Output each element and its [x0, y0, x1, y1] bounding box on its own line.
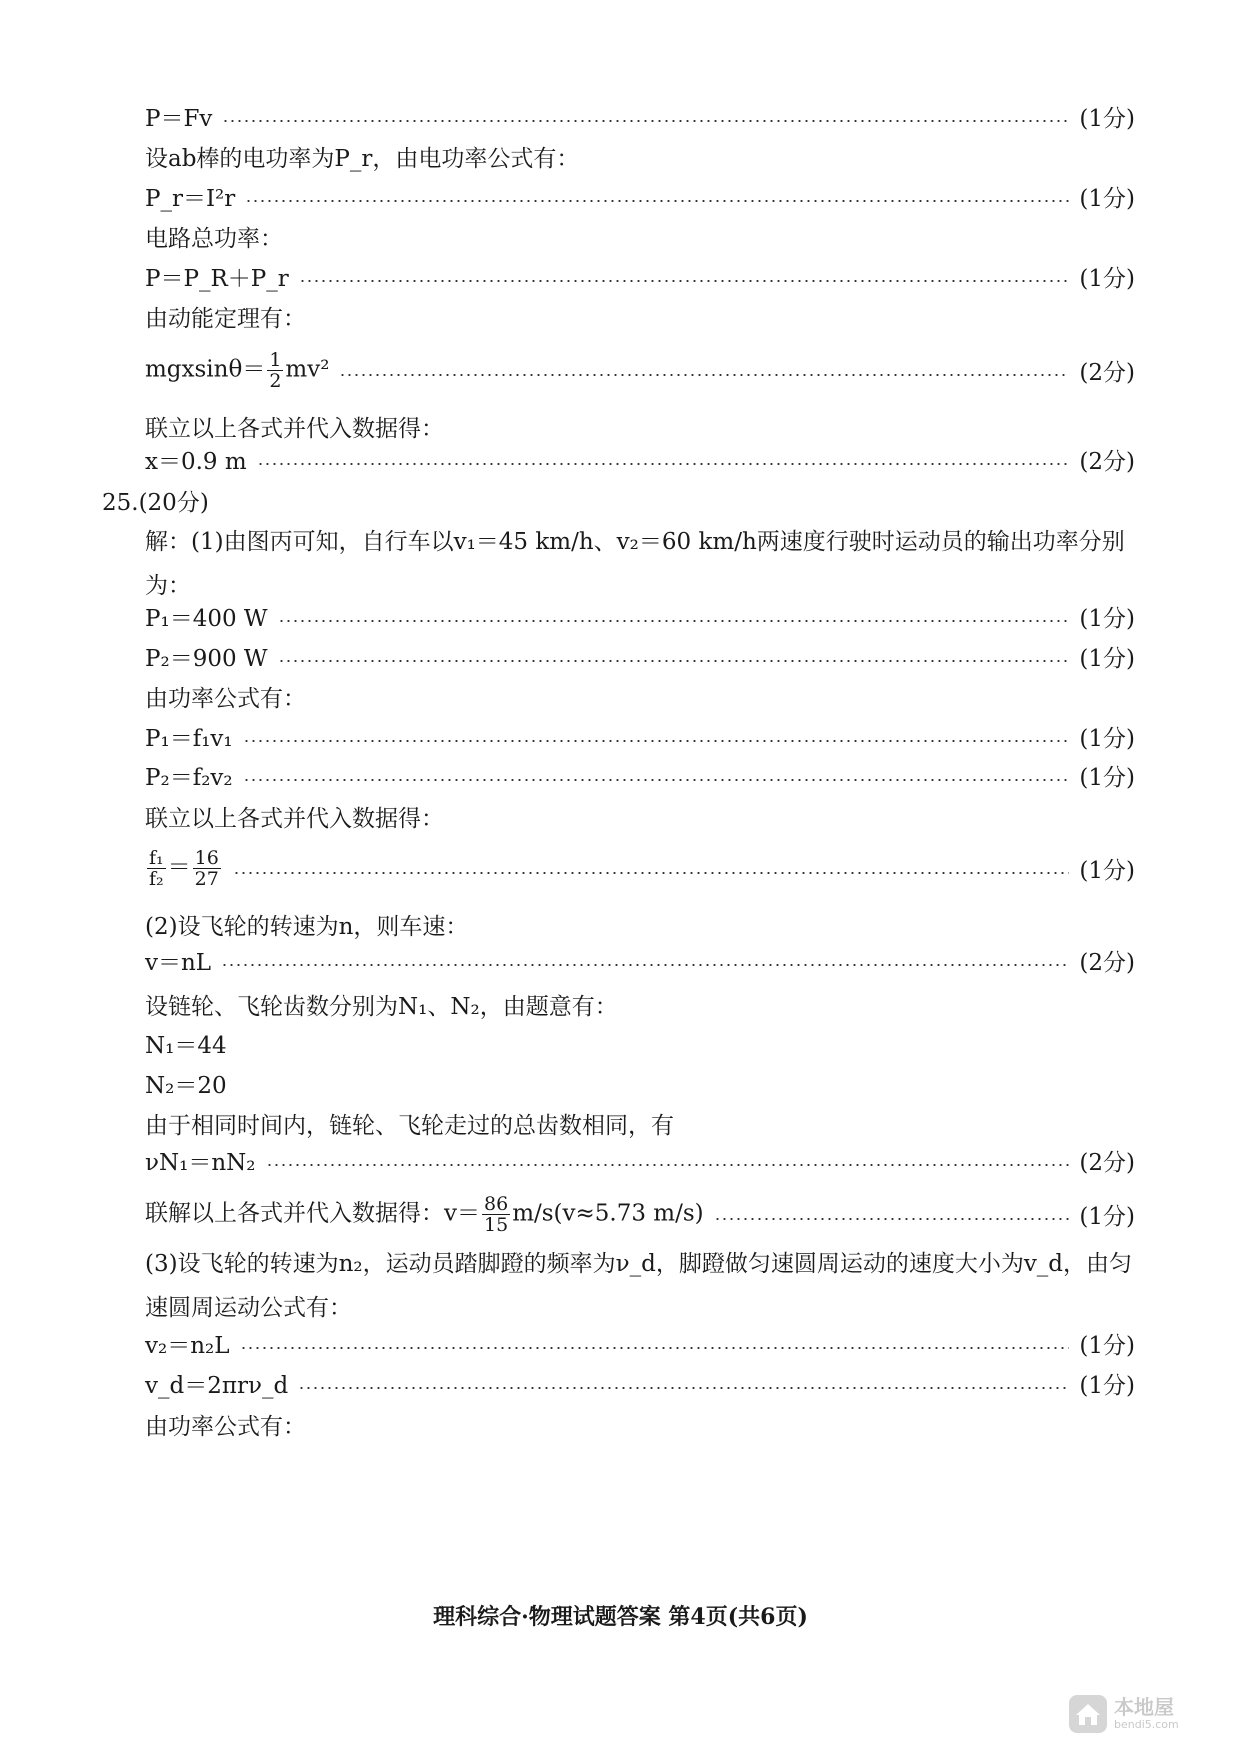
- watermark-title: 本地屋: [1114, 1694, 1174, 1719]
- text-line: 联立以上各式并代入数据得：: [145, 806, 444, 832]
- score-label: (1分): [1079, 764, 1135, 791]
- dot-leader: [278, 660, 1070, 662]
- equation-line: P＝P_R＋P_r (1分): [145, 258, 1135, 294]
- dot-leader: [257, 463, 1070, 465]
- score-label: (1分): [1079, 605, 1135, 632]
- score-label: (2分): [1079, 448, 1135, 475]
- text-line: N₁＝44: [145, 1033, 227, 1059]
- fraction: $\frac{16}{27}$: [194, 846, 219, 890]
- equation-line: P₂＝f₂v₂ (1分): [145, 757, 1135, 793]
- equation-line: νN₁＝nN₂ (2分): [145, 1142, 1135, 1178]
- score-label: (2分): [1079, 1149, 1135, 1176]
- score-label: (1分): [1079, 185, 1135, 212]
- dot-leader: [714, 1218, 1070, 1220]
- fraction: $\frac{1}{2}$: [269, 348, 282, 392]
- dot-leader: [245, 200, 1069, 202]
- equation-line: P₁＝f₁v₁ (1分): [145, 718, 1135, 754]
- score-label: (1分): [1079, 1203, 1135, 1230]
- equation-line: v₂＝n₂L (1分): [145, 1325, 1135, 1361]
- page-footer: 理科综合·物理试题答案 第4页(共6页): [433, 1604, 808, 1630]
- equation-line: 联解以上各式并代入数据得：v＝ $\frac{86}{15}$ m/s(v≈5.73 m/s) (1分): [145, 1192, 1135, 1236]
- equation-line: P₁＝400 W (1分): [145, 598, 1135, 634]
- score-label: (1分): [1079, 645, 1135, 672]
- score-label: (2分): [1079, 359, 1135, 386]
- score-label: (1分): [1079, 857, 1135, 884]
- text-line: (2)设飞轮的转速为n，则车速：: [145, 914, 469, 940]
- dot-leader: [298, 1387, 1069, 1389]
- house-logo-icon: [1068, 1694, 1108, 1734]
- watermark-url: bendi5.com: [1114, 1717, 1179, 1731]
- text-line: 设链轮、飞轮齿数分别为N₁、N₂，由题意有：: [145, 994, 618, 1020]
- watermark: [1068, 1686, 1218, 1741]
- dot-leader: [278, 620, 1070, 622]
- score-label: (1分): [1079, 1332, 1135, 1359]
- dot-leader: [339, 374, 1069, 376]
- question-number: 25.(20分): [102, 490, 209, 516]
- dot-leader: [299, 280, 1070, 282]
- equation-line: mgxsinθ＝ $\frac{1}{2}$ mv² (2分): [145, 348, 1135, 392]
- text-line: 电路总功率：: [145, 226, 283, 252]
- text-paragraph: 解：(1)由图丙可知，自行车以v₁＝45 km/h、v₂＝60 km/h两速度行驶时运动员的输出功率分别为：: [145, 529, 1125, 599]
- score-label: (1分): [1079, 1372, 1135, 1399]
- equation-line: v＝nL (2分): [145, 942, 1135, 978]
- dot-leader: [243, 779, 1070, 781]
- text-line: 由动能定理有：: [145, 306, 306, 332]
- fraction: $\frac{86}{15}$: [484, 1192, 509, 1236]
- text-line: 联立以上各式并代入数据得：: [145, 416, 444, 442]
- text-line: 由功率公式有：: [145, 1414, 306, 1440]
- text-line: N₂＝20: [145, 1073, 227, 1099]
- dot-leader: [243, 740, 1070, 742]
- score-label: (1分): [1079, 725, 1135, 752]
- equation-line: $\frac{\text{f₁}}{\text{f₂}}$ ＝ $\frac{16}{27}$ (1分): [149, 846, 1135, 890]
- equation-line: P＝Fv (1分): [145, 98, 1135, 134]
- equation-line: x＝0.9 m (2分): [145, 441, 1135, 477]
- text-line: 由于相同时间内，链轮、飞轮走过的总齿数相同，有: [145, 1113, 674, 1139]
- dot-leader: [266, 1164, 1070, 1166]
- text-line: 设ab棒的电功率为P_r，由电功率公式有：: [145, 146, 580, 172]
- score-label: (2分): [1079, 949, 1135, 976]
- fraction: $\frac{\text{f₁}}{\text{f₂}}$: [149, 846, 164, 890]
- score-label: (1分): [1079, 105, 1135, 132]
- text-paragraph: (3)设飞轮的转速为n₂，运动员踏脚蹬的频率为ν_d，脚蹬做匀速圆周运动的速度大小为v_d，由匀速圆周运动公式有：: [145, 1251, 1133, 1321]
- text-line: 由功率公式有：: [145, 686, 306, 712]
- equation-line: P_r＝I²r (1分): [145, 178, 1135, 214]
- score-label: (1分): [1079, 265, 1135, 292]
- dot-leader: [221, 964, 1069, 966]
- dot-leader: [240, 1347, 1070, 1349]
- equation-line: P₂＝900 W (1分): [145, 638, 1135, 674]
- dot-leader: [222, 120, 1069, 122]
- equation-line: v_d＝2πrν_d (1分): [145, 1365, 1135, 1401]
- dot-leader: [233, 872, 1070, 874]
